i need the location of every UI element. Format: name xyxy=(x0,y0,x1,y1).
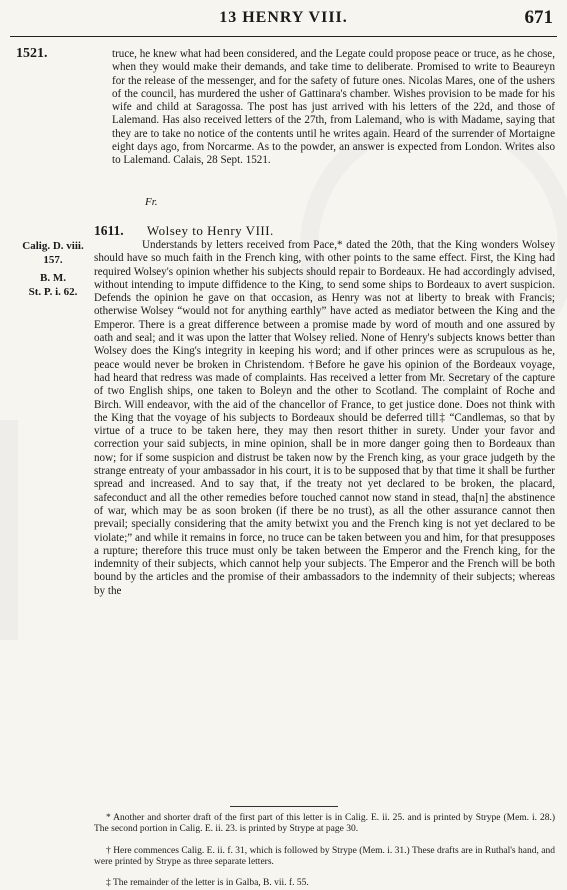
entry-heading xyxy=(94,223,274,239)
ref-line: B. M. xyxy=(40,272,66,284)
edge-watermark xyxy=(0,420,18,640)
page-header xyxy=(0,0,567,40)
margin-reference-manuscript xyxy=(20,240,86,267)
entry-body: Understands by letters received from Pace,* dated the 20th, that the King wonders Wolsey should have so much faith in the French king, with other points to the same effect. First, the King had required Wolsey's opinion whether his subjects should repair to Bordeaux. He had accordingly advised, without intending to impute diffidence to the King, to send some ships to Bordeaux to avert suspicion. Defends the opinion he gave on that occasion, as Henry was not at liberty to break with Francis; otherwise Wolsey “would not for anything earthly” have acted as mediator between the King and the Emperor. There is a great difference between a promise made by word of mouth and one assured by oath and seal; and it was upon the latter that Wolsey relied. None of Henry's subjects knows better than Wolsey does the King's integrity in keeping his word; and if other princes were as scrupulous as he, peace would never be broken in Christendom. †Before he gave his opinion of the Bordeaux voyage, had heard that redress was made of complaints. Has received a letter from Mr. Secretary of the capture of two English ships, one taken to Boleyn and the other to Scotland. The complaint of Roche and Birch. Will endeavor, with the aid of the chancellor of France, to get justice done. Does not think with the King that the voyage of his subjects to Bordeaux should be deferred till‡ “Candlemas, so that by virtue of a truce to be taken here, they may then resort thither in surety. Under your favor and correction your said subjects, in mine opinion, shall be in more danger going then to Bordeaux than now; for if some suspicion and distrust be taken now by the French king, as your grace judgeth by the strange entreaty of your ambassador in his court, it is to be supposed that by that time it shall be further spread and increased. And to say that, if the treaty not yet declared to be broken, the placard, safeconduct and all the other remedies before touched cannot now stand in stead, tha[n] the abstinence of war, which may be as soon broken (if there be no trust), as all the other assurance cannot then prevail; specially considering that the amity betwixt you and the French king is not yet declared to be violate;” and while it remains in force, no truce can be taken between you and him, for that presupposes a rupture; therefore this truce must only be taken between the Emperor and the French king, for the indemnity of their subjects, which cannot help your subjects. The Emperor and the French will be both bound by the articles and the promise of their ambassadors to the indemnity of their subjects; whereas by the xyxy=(94,239,555,597)
running-title: 13 HENRY VIII. xyxy=(219,9,348,26)
footnote-dagger: † Here commences Calig. E. ii. f. 31, which is followed by Strype (Mem. i. 31.) These drafts are in Ruthal's hand, and were printed by Strype as three separate letters. xyxy=(94,846,555,868)
footnote-rule xyxy=(230,806,338,807)
continuation-paragraph: truce, he knew what had been considered, and the Legate could propose peace or truce, as he chose, when they would make their demands, and take time to deliberate. Promised to write to Beaureyn for the release of the messenger, and for the safety of future ones. Nicolas Mares, one of the ushers of the council, has murdered the usher of Gattinara's chamber. Wishes provision to be made for his wife and child at Saragossa. The post has just arrived with his letters of the 22d, and those of Lalemand. Has also received letters of the 27th, from Lalemand, who is with Madame, saying that they are to take no notice of the contents until he writes again. Heard of the surrender of Mortaigne eight days ago, from Norcarme. As to the powder, an answer is expected from London. Writes also to Lalemand. Calais, 28 Sept. 1521. xyxy=(112,48,555,167)
ref-line: St. P. i. 62. xyxy=(28,285,78,298)
header-rule xyxy=(10,36,557,37)
page-number: 671 xyxy=(524,7,553,28)
entry-title: Wolsey to Henry VIII. xyxy=(146,223,274,238)
ref-line: Calig. D. viii. xyxy=(22,240,84,252)
ref-line: 157. xyxy=(43,253,63,266)
margin-year: 1521. xyxy=(16,46,48,61)
language-note: Fr. xyxy=(145,196,158,208)
footnote-double-dagger: ‡ The remainder of the letter is in Galba, B. vii. f. 55. xyxy=(106,878,309,888)
margin-reference-print xyxy=(20,272,86,299)
entry-number: 1611. xyxy=(94,223,124,238)
footnote-asterisk: * Another and shorter draft of the first part of this letter is in Calig. E. ii. 25. and is printed by Strype (Mem. i. 28.) The second portion in Calig. E. ii. 23. is printed by Strype at page 30. xyxy=(94,813,555,835)
